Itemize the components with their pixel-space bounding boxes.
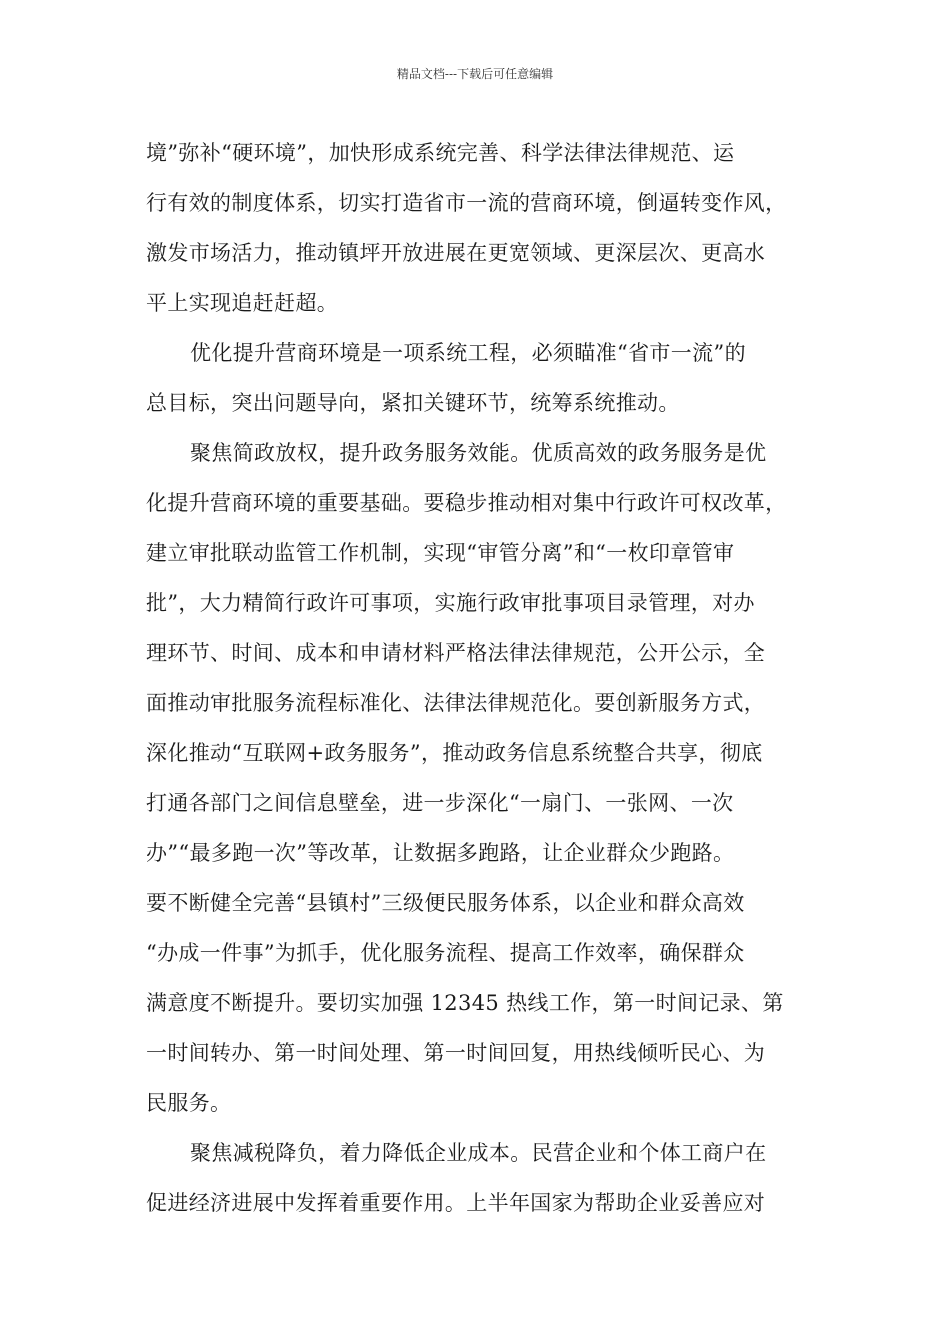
- text-line: 要不断健全完善“县镇村”三级便民服务体系，以企业和群众高效: [146, 891, 745, 915]
- text-line: 化提升营商环境的重要基础。要稳步推动相对集中行政许可权改革，: [146, 491, 787, 515]
- text-line: 激发市场活力，推动镇坪开放进展在更宽领域、更深层次、更高水: [146, 241, 766, 265]
- text-line: 面推动审批服务流程标准化、法律法律规范化。要创新服务方式，: [146, 691, 766, 715]
- text-line: 建立审批联动监管工作机制，实现“审管分离”和“一枚印章管审: [146, 541, 735, 565]
- text-line: 境”弥补“硬环境”，加快形成系统完善、科学法律法律规范、运: [146, 141, 735, 165]
- text-line: 平上实现追赶赶超。: [146, 291, 339, 315]
- page-header: 精品文档---下载后可任意编辑: [396, 67, 554, 81]
- text-line: 批”，大力精简行政许可事项，实施行政审批事项目录管理，对办: [146, 591, 755, 615]
- text-line: 一时间转办、第一时间处理、第一时间回复，用热线倾听民心、为: [146, 1041, 766, 1065]
- text-line: 办”“最多跑一次”等改革，让数据多跑路，让企业群众少跑路。: [146, 841, 735, 865]
- text-line: 聚焦简政放权，提升政务服务效能。优质高效的政务服务是优: [190, 441, 767, 465]
- text-line: 行有效的制度体系，切实打造省市一流的营商环境，倒逼转变作风，: [146, 191, 787, 215]
- text-line: 聚焦减税降负，着力降低企业成本。民营企业和个体工商户在: [190, 1141, 767, 1165]
- text-line: 促进经济进展中发挥着重要作用。上半年国家为帮助企业妥善应对: [146, 1191, 766, 1215]
- text-line: 优化提升营商环境是一项系统工程，必须瞄准“省市一流”的: [190, 341, 746, 365]
- text-line: “办成一件事”为抓手，优化服务流程、提高工作效率，确保群众: [146, 941, 745, 965]
- text-line: 打通各部门之间信息壁垒，进一步深化“一扇门、一张网、一次: [146, 791, 734, 815]
- text-line: 满意度不断提升。要切实加强 12345 热线工作，第一时间记录、第: [146, 991, 784, 1015]
- text-line: 深化推动“互联网+政务服务”，推动政务信息系统整合共享，彻底: [146, 741, 763, 765]
- document-body: [146, 128, 814, 1228]
- text-line: 总目标，突出问题导向，紧扣关键环节，统筹系统推动。: [146, 391, 680, 415]
- text-line: 理环节、时间、成本和申请材料严格法律法律规范，公开公示，全: [146, 641, 766, 665]
- text-line: 民服务。: [146, 1091, 232, 1115]
